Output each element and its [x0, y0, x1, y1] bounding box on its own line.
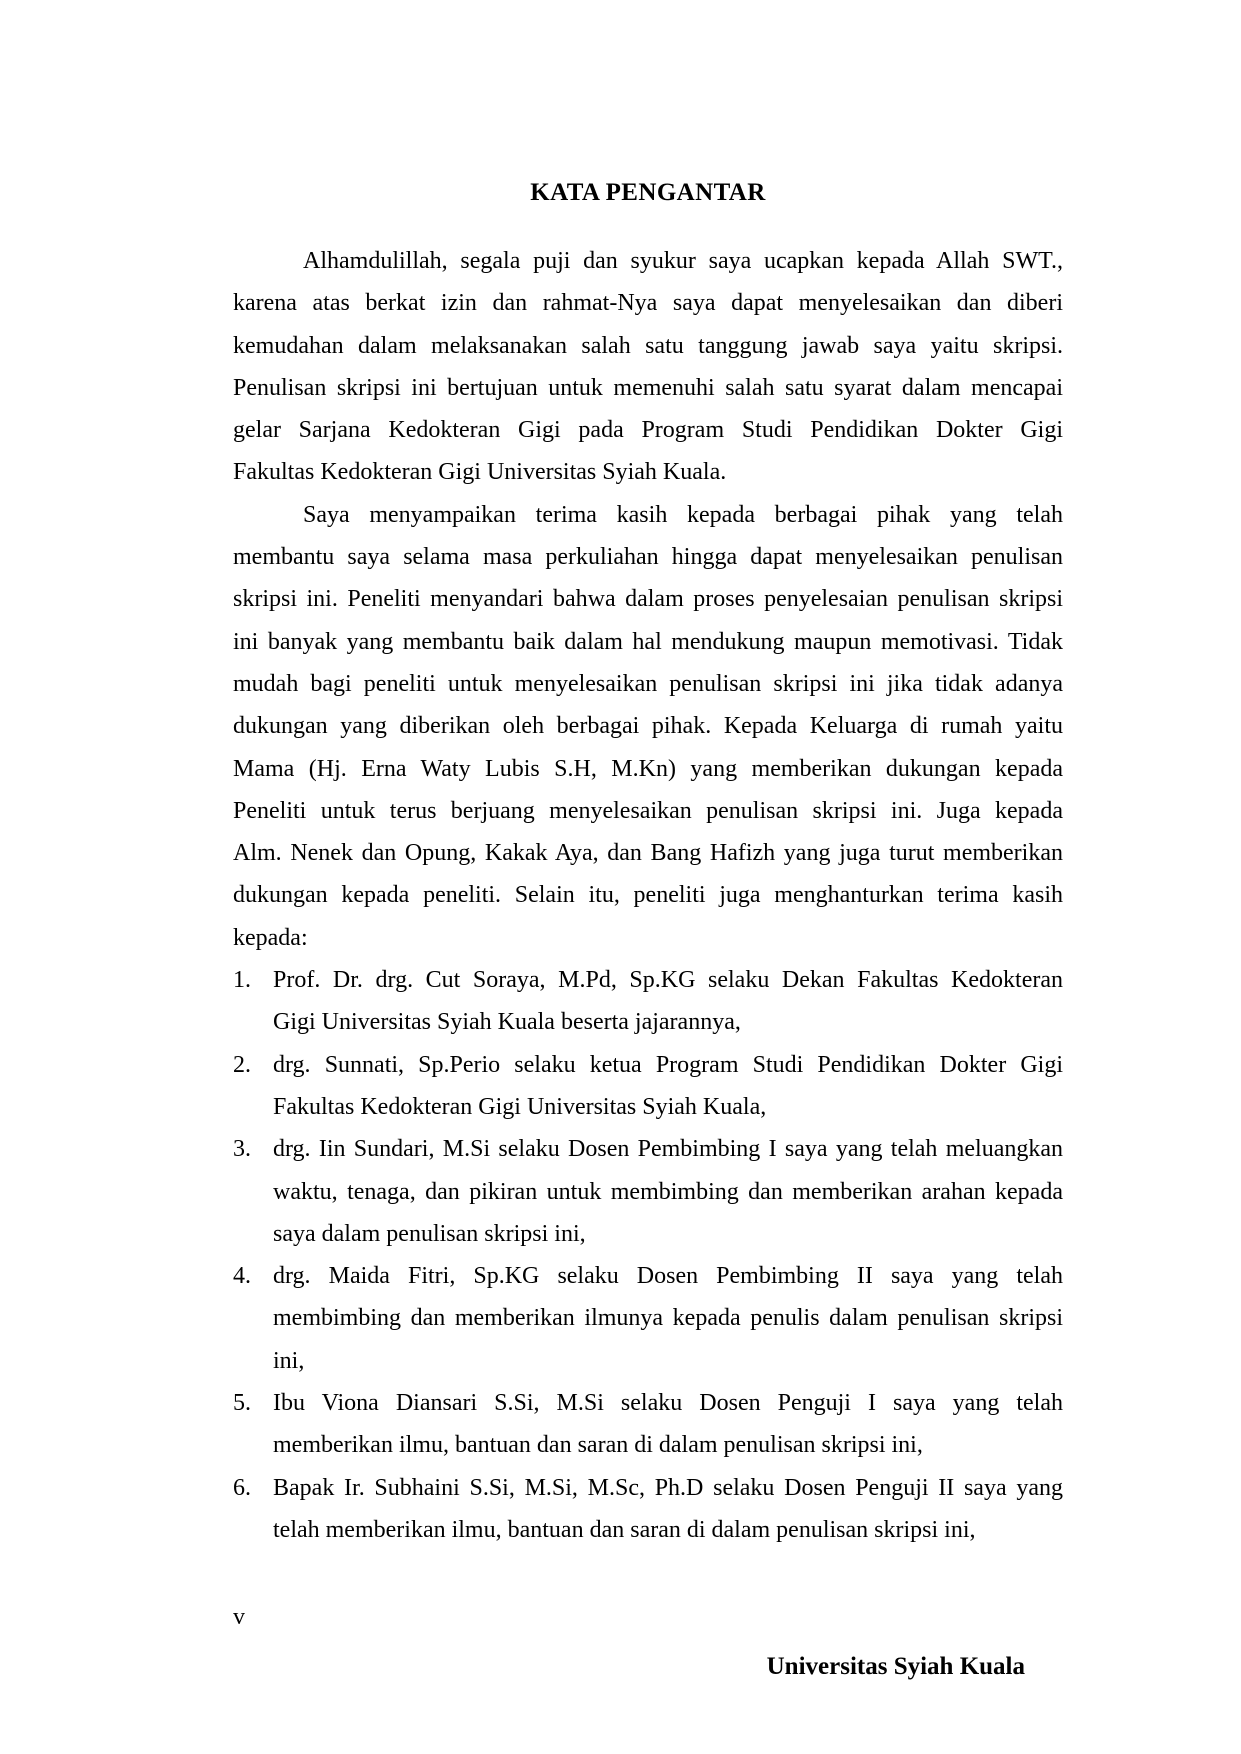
list-item-number: 1.: [233, 967, 251, 994]
list-item-line: [233, 1128, 1063, 1170]
paragraph-line: kemudahan dalam melaksanakan salah satu tanggung jawab saya yaitu skripsi.: [233, 332, 1063, 359]
paragraph-line: Alm. Nenek dan Opung, Kakak Aya, dan Bang Hafizh yang juga turut memberikan: [233, 840, 1063, 867]
page-number: v: [233, 1604, 245, 1630]
list-item-line: membimbing dan memberikan ilmunya kepada penulis dalam penulisan skripsi: [273, 1305, 1063, 1332]
body-text: [233, 240, 1063, 1551]
list-item-line: saya dalam penulisan skripsi ini,: [273, 1220, 586, 1247]
list-item-text: drg. Maida Fitri, Sp.KG selaku Dosen Pembimbing II saya yang telah: [273, 1263, 1063, 1290]
list-item-3: [233, 1128, 1063, 1255]
list-item-number: 6.: [233, 1474, 251, 1501]
paragraph-line: dukungan yang diberikan oleh berbagai pihak. Kepada Keluarga di rumah yaitu: [233, 713, 1063, 740]
acknowledgement-list: [233, 959, 1063, 1551]
list-item-line: Fakultas Kedokteran Gigi Universitas Syiah Kuala,: [273, 1093, 767, 1120]
paragraph-line: karena atas berkat izin dan rahmat-Nya saya dapat menyelesaikan dan diberi: [233, 290, 1063, 317]
list-item-2: [233, 1044, 1063, 1129]
list-item-text: Ibu Viona Diansari S.Si, M.Si selaku Dosen Penguji I saya yang telah: [273, 1390, 1063, 1417]
list-item-1: [233, 959, 1063, 1044]
paragraph-line: kepada:: [233, 924, 308, 951]
paragraph-line: Mama (Hj. Erna Waty Lubis S.H, M.Kn) yang memberikan dukungan kepada: [233, 755, 1063, 782]
paragraph-line: gelar Sarjana Kedokteran Gigi pada Program Studi Pendidikan Dokter Gigi: [233, 417, 1063, 444]
list-item-text: Bapak Ir. Subhaini S.Si, M.Si, M.Sc, Ph.D selaku Dosen Penguji II saya yang: [273, 1474, 1063, 1501]
paragraph-line: Fakultas Kedokteran Gigi Universitas Syiah Kuala.: [233, 459, 727, 486]
list-item-line: [233, 959, 1063, 1001]
list-item-line: [233, 1044, 1063, 1086]
list-item-line: [233, 1382, 1063, 1424]
list-item-line: waktu, tenaga, dan pikiran untuk membimbing dan memberikan arahan kepada: [273, 1178, 1063, 1205]
list-item-number: 5.: [233, 1390, 251, 1417]
paragraph-line: dukungan kepada peneliti. Selain itu, peneliti juga menghanturkan terima kasih: [233, 882, 1063, 909]
list-item-4: [233, 1255, 1063, 1382]
paragraph-line: Alhamdulillah, segala puji dan syukur saya ucapkan kepada Allah SWT.,: [303, 248, 1063, 274]
paragraph-line: mudah bagi peneliti untuk menyelesaikan penulisan skripsi ini jika tidak adanya: [233, 670, 1063, 697]
list-item-number: 2.: [233, 1051, 251, 1078]
paragraph-line: skripsi ini. Peneliti menyandari bahwa dalam proses penyelesaian penulisan skripsi: [233, 586, 1063, 613]
list-item-line: [233, 1255, 1063, 1297]
list-item-text: Prof. Dr. drg. Cut Soraya, M.Pd, Sp.KG selaku Dekan Fakultas Kedokteran: [273, 967, 1063, 994]
list-item-number: 3.: [233, 1136, 251, 1163]
list-item-line: [233, 1467, 1063, 1509]
paragraph-line: Saya menyampaikan terima kasih kepada berbagai pihak yang telah: [303, 501, 1063, 528]
list-item-line: memberikan ilmu, bantuan dan saran di dalam penulisan skripsi ini,: [273, 1432, 923, 1459]
footer-institution: Universitas Syiah Kuala: [766, 1653, 1025, 1680]
paragraph-line: membantu saya selama masa perkuliahan hingga dapat menyelesaikan penulisan: [233, 544, 1063, 571]
page-content: [233, 0, 1063, 1551]
paragraph-line: ini banyak yang membantu baik dalam hal mendukung maupun memotivasi. Tidak: [233, 628, 1063, 655]
list-item-5: [233, 1382, 1063, 1467]
list-item-6: [233, 1467, 1063, 1552]
list-item-line: Gigi Universitas Syiah Kuala beserta jajarannya,: [273, 1009, 741, 1036]
list-item-text: drg. Sunnati, Sp.Perio selaku ketua Program Studi Pendidikan Dokter Gigi: [273, 1051, 1063, 1078]
paragraph-line: Penulisan skripsi ini bertujuan untuk memenuhi salah satu syarat dalam mencapai: [233, 374, 1063, 401]
list-item-line: telah memberikan ilmu, bantuan dan saran di dalam penulisan skripsi ini,: [273, 1516, 976, 1543]
list-item-text: drg. Iin Sundari, M.Si selaku Dosen Pembimbing I saya yang telah meluangkan: [273, 1136, 1063, 1163]
paragraph-line: Peneliti untuk terus berjuang menyelesaikan penulisan skripsi ini. Juga kepada: [233, 797, 1063, 824]
list-item-line: ini,: [273, 1347, 305, 1374]
list-item-number: 4.: [233, 1263, 251, 1290]
paragraph-2: [233, 494, 1063, 959]
paragraph-1: [233, 240, 1063, 494]
page-title: KATA PENGANTAR: [530, 179, 766, 206]
